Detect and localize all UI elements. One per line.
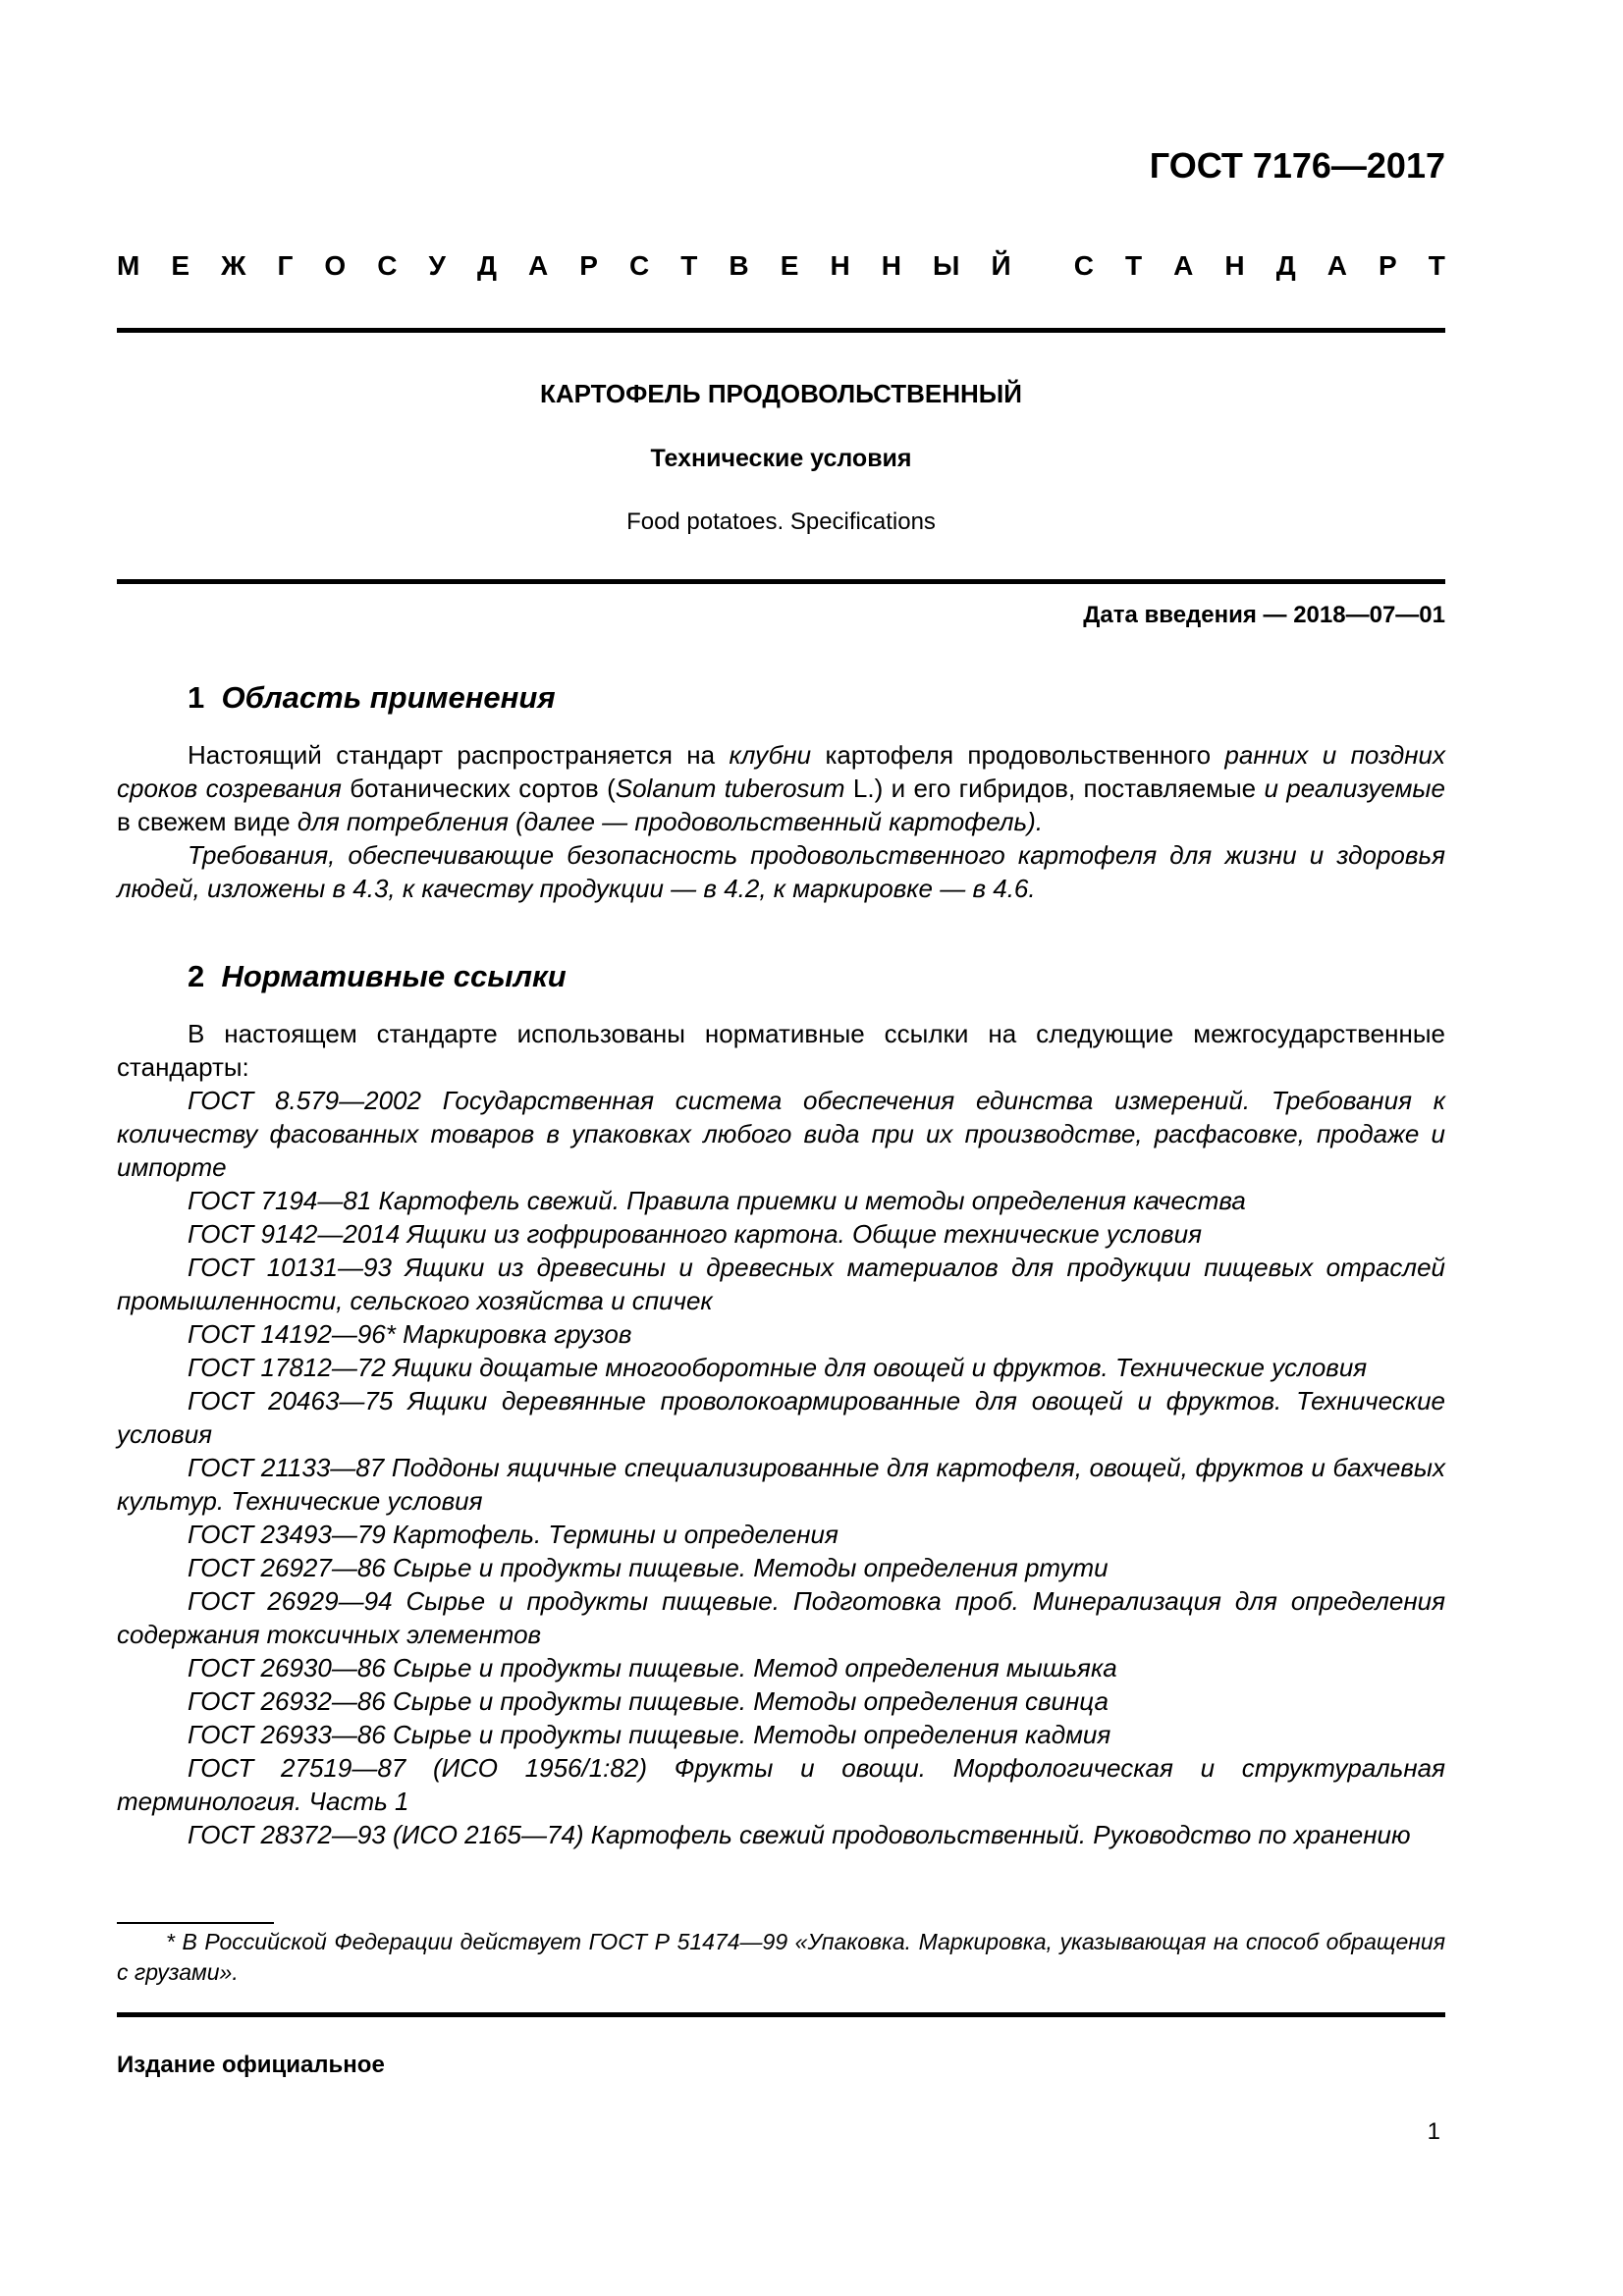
- banner-letter: А: [1173, 250, 1194, 281]
- scope-text-run: клубни: [729, 740, 812, 770]
- reference-item: ГОСТ 10131—93 Ящики из древесины и древесных материалов для продукции пищевых отраслей промышленности, сельского хозяйства и спичек: [117, 1253, 1445, 1315]
- section-2-heading: [188, 958, 567, 995]
- top-rule: [117, 328, 1445, 333]
- english-title: Food potatoes. Specifications: [626, 508, 936, 535]
- reference-item: ГОСТ 26927—86 Сырье и продукты пищевые. Методы определения ртути: [188, 1553, 1109, 1582]
- official-edition-label: Издание официальное: [117, 2052, 385, 2078]
- banner-letter: Р: [579, 250, 598, 281]
- normative-references-list: [117, 1017, 1445, 1851]
- standard-number: ГОСТ 7176—2017: [1149, 145, 1445, 186]
- reference-item: ГОСТ 8.579—2002 Государственная система обеспечения единства измерений. Требования к количеству фасованных товаров в упаковках любого вида при их производстве, расфасовке, продаже и импорте: [117, 1086, 1445, 1182]
- safety-requirements-paragraph: Требования, обеспечивающие безопасность продовольственного картофеля для жизни и здоровья людей, изложены в 4.3, к качеству продукции — в 4.2, к маркировке — в 4.6.: [117, 840, 1445, 903]
- banner-letter: Ж: [221, 250, 246, 281]
- scope-paragraph: [117, 738, 1445, 838]
- banner-letter: Т: [1124, 250, 1143, 281]
- title-rule: [117, 579, 1445, 584]
- section-2-title: Нормативные ссылки: [221, 959, 567, 993]
- page-number: 1: [1427, 2118, 1440, 2145]
- reference-item: ГОСТ 20463—75 Ящики деревянные проволокоармированные для овощей и фруктов. Технические условия: [117, 1386, 1445, 1449]
- reference-item: ГОСТ 9142—2014 Ящики из гофрированного картона. Общие технические условия: [188, 1219, 1202, 1249]
- banner-letter: А: [1326, 250, 1347, 281]
- banner-letter: Т: [1428, 250, 1445, 281]
- footnote: [117, 1927, 1445, 1988]
- banner-letter: Д: [1275, 250, 1296, 281]
- banner-letter: М: [117, 250, 140, 281]
- reference-item: ГОСТ 28372—93 (ИСО 2165—74) Картофель свежий продовольственный. Руководство по хранению: [188, 1820, 1411, 1849]
- reference-item: ГОСТ 26932—86 Сырье и продукты пищевые. Методы определения свинца: [188, 1686, 1109, 1716]
- banner-letter: О: [324, 250, 347, 281]
- banner-letter: В: [729, 250, 749, 281]
- reference-item: ГОСТ 14192—96* Маркировка грузов: [188, 1319, 632, 1349]
- scope-text-run: Solanum tuberosum: [615, 774, 845, 803]
- section-2-number: 2: [188, 959, 205, 993]
- footnote-text: * В Российской Федерации действует ГОСТ Р 51474—99 «Упаковка. Маркировка, указывающая на способ обращения с грузами».: [117, 1929, 1445, 1985]
- reference-item: ГОСТ 21133—87 Поддоны ящичные специализированные для картофеля, овощей, фруктов и бахчевых культур. Технические условия: [117, 1453, 1445, 1516]
- banner-letter: Д: [476, 250, 497, 281]
- scope-text-run: Настоящий стандарт распространяется на: [188, 740, 730, 770]
- banner-letter: Н: [881, 250, 901, 281]
- banner-letter: С: [628, 250, 650, 281]
- reference-item: ГОСТ 26929—94 Сырье и продукты пищевые. Подготовка проб. Минерализация для определения содержания токсичных элементов: [117, 1586, 1445, 1649]
- banner-letter: Н: [1224, 250, 1245, 281]
- banner-letter: У: [428, 250, 446, 281]
- introduction-date: Дата введения — 2018—07—01: [1083, 602, 1445, 628]
- banner-letter: Е: [171, 250, 190, 281]
- reference-item: ГОСТ 26930—86 Сырье и продукты пищевые. Метод определения мышьяка: [188, 1653, 1117, 1682]
- footer-rule: [117, 2012, 1445, 2017]
- banner-letter: Н: [830, 250, 850, 281]
- footnote-rule: [117, 1922, 274, 1924]
- section-1-heading: [188, 679, 556, 717]
- banner-letter: С: [1073, 250, 1094, 281]
- document-subtitle: Технические условия: [650, 445, 912, 472]
- reference-item: ГОСТ 17812—72 Ящики дощатые многооборотные для овощей и фруктов. Технические условия: [188, 1353, 1368, 1382]
- banner-letter: Т: [680, 250, 698, 281]
- reference-item: ГОСТ 26933—86 Сырье и продукты пищевые. Методы определения кадмия: [188, 1720, 1111, 1749]
- scope-text-run: для потребления (далее — продовольственный картофель).: [297, 807, 1044, 836]
- banner-letter: Й: [991, 250, 1011, 281]
- banner-letter: С: [377, 250, 398, 281]
- interstate-standard-banner: [117, 249, 1445, 283]
- banner-letter: Ы: [933, 250, 960, 281]
- references-intro: В настоящем стандарте использованы нормативные ссылки на следующие межгосударственные стандарты:: [117, 1019, 1445, 1082]
- scope-text-run: и реализуемые: [1264, 774, 1445, 803]
- reference-item: ГОСТ 7194—81 Картофель свежий. Правила приемки и методы определения качества: [188, 1186, 1246, 1215]
- scope-text-run: картофеля продовольственного: [811, 740, 1225, 770]
- scope-text-run: ранних и поздних сроков созревания: [117, 740, 1445, 803]
- reference-item: ГОСТ 23493—79 Картофель. Термины и определения: [188, 1520, 839, 1549]
- banner-letter: Р: [1378, 250, 1397, 281]
- section-1-body: [117, 738, 1445, 905]
- scope-text-run: L.) и его гибридов, поставляемые: [844, 774, 1265, 803]
- section-1-number: 1: [188, 680, 205, 715]
- document-title: КАРТОФЕЛЬ ПРОДОВОЛЬСТВЕННЫЙ: [540, 379, 1022, 408]
- banner-letter: Е: [780, 250, 799, 281]
- section-1-title: Область применения: [221, 680, 556, 715]
- scope-text-run: ботанических сортов (: [341, 774, 616, 803]
- banner-letter: Г: [277, 250, 294, 281]
- reference-item: ГОСТ 27519—87 (ИСО 1956/1:82) Фрукты и овощи. Морфологическая и структуральная терминология. Часть 1: [117, 1753, 1445, 1816]
- banner-letter: А: [527, 250, 549, 281]
- scope-text-run: в свежем виде: [117, 807, 298, 836]
